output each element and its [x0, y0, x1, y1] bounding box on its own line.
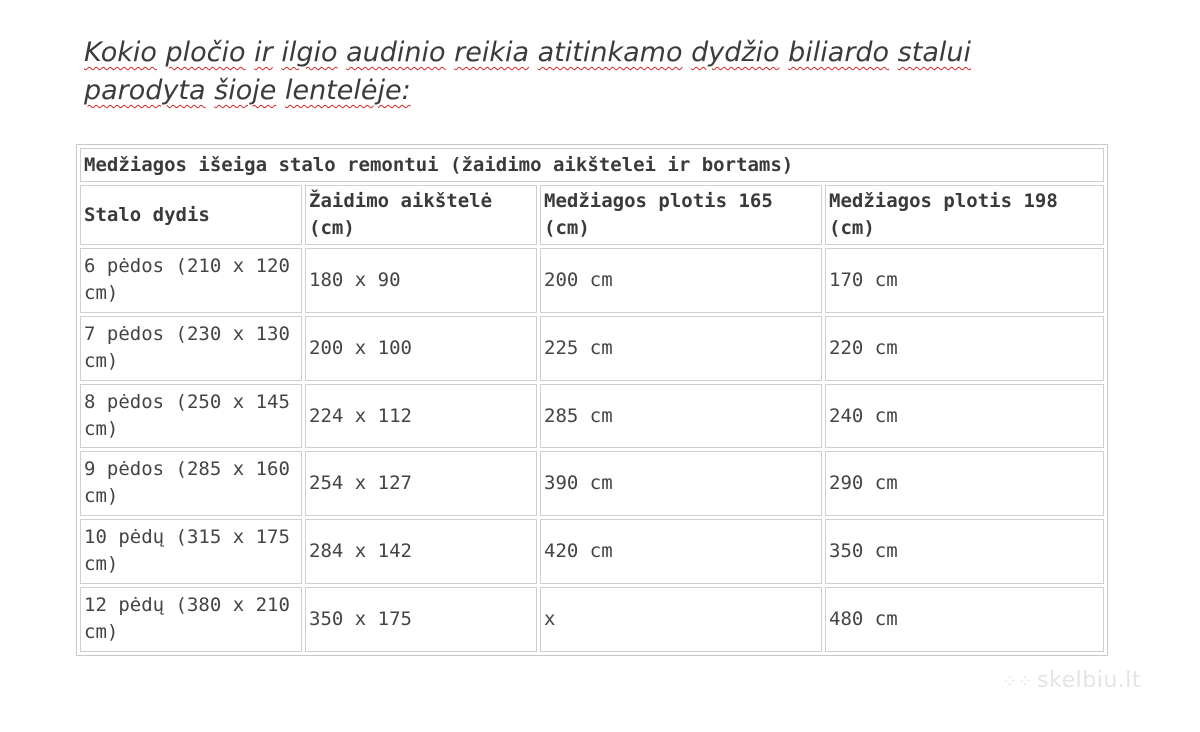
table-row	[80, 316, 1104, 381]
table-size-cell: 7 pėdos (230 x 130 cm)	[80, 316, 302, 381]
column-header-width-165: Medžiagos plotis 165 (cm)	[540, 185, 822, 245]
width-165-cell: 285 cm	[540, 384, 822, 449]
heading-word: biliardo	[788, 37, 890, 68]
width-165-cell: 390 cm	[540, 451, 822, 516]
width-198-cell: 170 cm	[825, 248, 1104, 313]
page-heading	[84, 34, 1084, 110]
width-165-cell: 420 cm	[540, 519, 822, 584]
table-title: Medžiagos išeiga stalo remontui (žaidimo aikštelei ir bortams)	[80, 148, 1104, 182]
heading-word: lentelėje:	[284, 75, 411, 106]
heading-word: audinio	[346, 37, 446, 68]
heading-line-2	[84, 72, 1084, 110]
table-size-cell: 10 pėdų (315 x 175 cm)	[80, 519, 302, 584]
play-area-cell: 284 x 142	[305, 519, 537, 584]
table-size-cell: 6 pėdos (210 x 120 cm)	[80, 248, 302, 313]
table-header-row	[80, 185, 1104, 245]
play-area-cell: 224 x 112	[305, 384, 537, 449]
heading-line-1	[84, 34, 1084, 72]
heading-word: parodyta	[84, 75, 206, 106]
heading-word: ir	[254, 37, 273, 68]
heading-word: stalui	[897, 37, 971, 68]
width-198-cell: 480 cm	[825, 587, 1104, 652]
table-row	[80, 587, 1104, 652]
width-165-cell: 225 cm	[540, 316, 822, 381]
width-165-cell: 200 cm	[540, 248, 822, 313]
play-area-cell: 180 x 90	[305, 248, 537, 313]
table-title-row	[80, 148, 1104, 182]
column-header-width-198: Medžiagos plotis 198 (cm)	[825, 185, 1104, 245]
heading-word: reikia	[454, 37, 530, 68]
column-header-table-size: Stalo dydis	[80, 185, 302, 245]
table-size-cell: 12 pėdų (380 x 210 cm)	[80, 587, 302, 652]
play-area-cell: 200 x 100	[305, 316, 537, 381]
width-198-cell: 220 cm	[825, 316, 1104, 381]
width-198-cell: 290 cm	[825, 451, 1104, 516]
heading-word: pločio	[165, 37, 246, 68]
dots-icon: ⁘⁘	[1002, 671, 1034, 692]
table-size-cell: 9 pėdos (285 x 160 cm)	[80, 451, 302, 516]
site-watermark	[1002, 668, 1141, 693]
heading-word: atitinkamo	[537, 37, 683, 68]
heading-word: Kokio	[84, 37, 157, 68]
width-165-cell: x	[540, 587, 822, 652]
table-row	[80, 248, 1104, 313]
fabric-usage-table	[76, 144, 1108, 656]
width-198-cell: 240 cm	[825, 384, 1104, 449]
column-header-play-area: Žaidimo aikštelė (cm)	[305, 185, 537, 245]
heading-word: ilgio	[281, 37, 338, 68]
watermark-text: skelbiu.lt	[1037, 668, 1141, 693]
play-area-cell: 254 x 127	[305, 451, 537, 516]
table-size-cell: 8 pėdos (250 x 145 cm)	[80, 384, 302, 449]
heading-word: šioje	[214, 75, 277, 106]
table-row	[80, 451, 1104, 516]
play-area-cell: 350 x 175	[305, 587, 537, 652]
heading-word: dydžio	[691, 37, 780, 68]
table-row	[80, 519, 1104, 584]
width-198-cell: 350 cm	[825, 519, 1104, 584]
table-row	[80, 384, 1104, 449]
